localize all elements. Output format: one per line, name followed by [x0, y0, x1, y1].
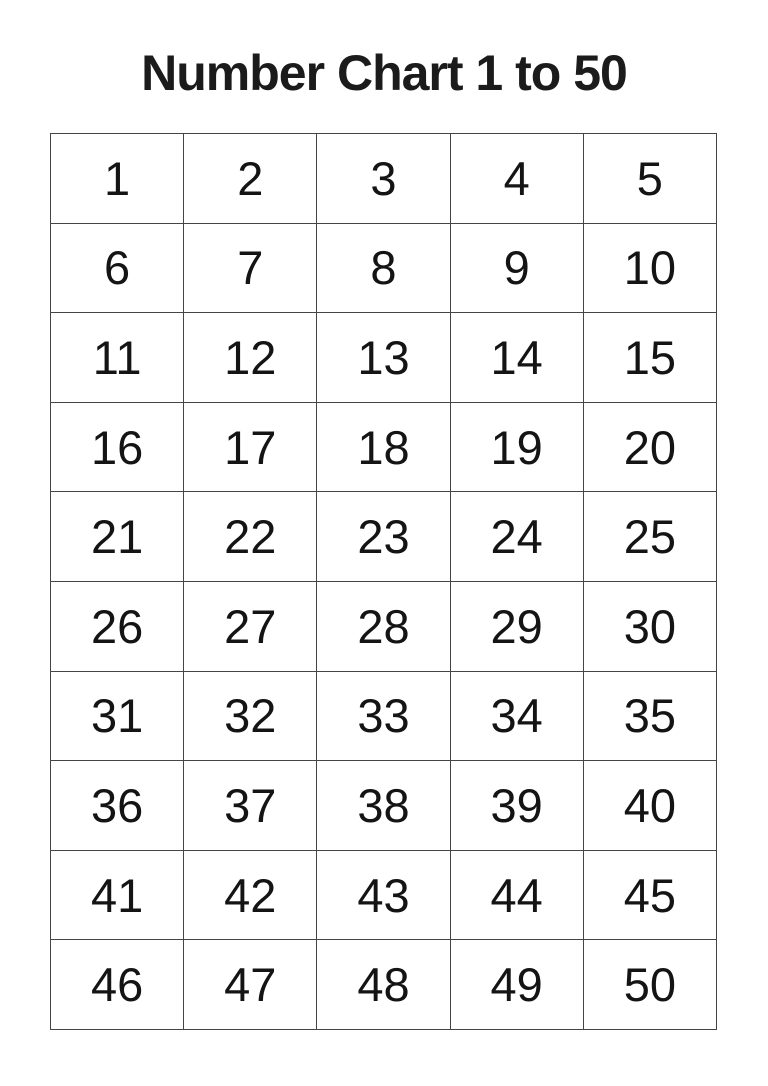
- number-cell: 7: [184, 223, 317, 313]
- number-cell: 27: [184, 581, 317, 671]
- table-row: [51, 492, 717, 582]
- number-cell: 20: [583, 402, 716, 492]
- number-cell: 23: [317, 492, 450, 582]
- number-cell: 8: [317, 223, 450, 313]
- number-cell: 25: [583, 492, 716, 582]
- number-cell: 44: [450, 850, 583, 940]
- number-cell: 36: [51, 761, 184, 851]
- number-cell: 29: [450, 581, 583, 671]
- number-cell: 43: [317, 850, 450, 940]
- number-cell: 11: [51, 313, 184, 403]
- number-cell: 16: [51, 402, 184, 492]
- number-cell: 33: [317, 671, 450, 761]
- number-cell: 40: [583, 761, 716, 851]
- number-cell: 13: [317, 313, 450, 403]
- number-cell: 26: [51, 581, 184, 671]
- number-cell: 46: [51, 940, 184, 1030]
- table-row: [51, 850, 717, 940]
- table-row: [51, 313, 717, 403]
- number-cell: 48: [317, 940, 450, 1030]
- number-cell: 32: [184, 671, 317, 761]
- number-cell: 49: [450, 940, 583, 1030]
- table-row: [51, 940, 717, 1030]
- number-cell: 37: [184, 761, 317, 851]
- table-row: [51, 134, 717, 224]
- number-cell: 12: [184, 313, 317, 403]
- table-row: [51, 671, 717, 761]
- number-cell: 3: [317, 134, 450, 224]
- number-cell: 9: [450, 223, 583, 313]
- number-cell: 4: [450, 134, 583, 224]
- number-cell: 47: [184, 940, 317, 1030]
- number-cell: 24: [450, 492, 583, 582]
- table-row: [51, 402, 717, 492]
- number-grid: [50, 133, 717, 1030]
- number-cell: 19: [450, 402, 583, 492]
- number-cell: 17: [184, 402, 317, 492]
- number-cell: 14: [450, 313, 583, 403]
- number-cell: 50: [583, 940, 716, 1030]
- number-cell: 1: [51, 134, 184, 224]
- number-cell: 39: [450, 761, 583, 851]
- number-cell: 38: [317, 761, 450, 851]
- number-cell: 10: [583, 223, 716, 313]
- number-cell: 2: [184, 134, 317, 224]
- number-cell: 18: [317, 402, 450, 492]
- number-cell: 22: [184, 492, 317, 582]
- number-cell: 34: [450, 671, 583, 761]
- number-cell: 21: [51, 492, 184, 582]
- table-row: [51, 581, 717, 671]
- number-grid-container: [50, 133, 717, 1030]
- number-cell: 45: [583, 850, 716, 940]
- number-cell: 41: [51, 850, 184, 940]
- number-cell: 28: [317, 581, 450, 671]
- number-cell: 35: [583, 671, 716, 761]
- number-cell: 15: [583, 313, 716, 403]
- number-cell: 5: [583, 134, 716, 224]
- number-cell: 42: [184, 850, 317, 940]
- number-cell: 6: [51, 223, 184, 313]
- table-row: [51, 761, 717, 851]
- number-grid-body: [51, 134, 717, 1030]
- number-cell: 31: [51, 671, 184, 761]
- page-title: Number Chart 1 to 50: [141, 45, 627, 101]
- number-cell: 30: [583, 581, 716, 671]
- table-row: [51, 223, 717, 313]
